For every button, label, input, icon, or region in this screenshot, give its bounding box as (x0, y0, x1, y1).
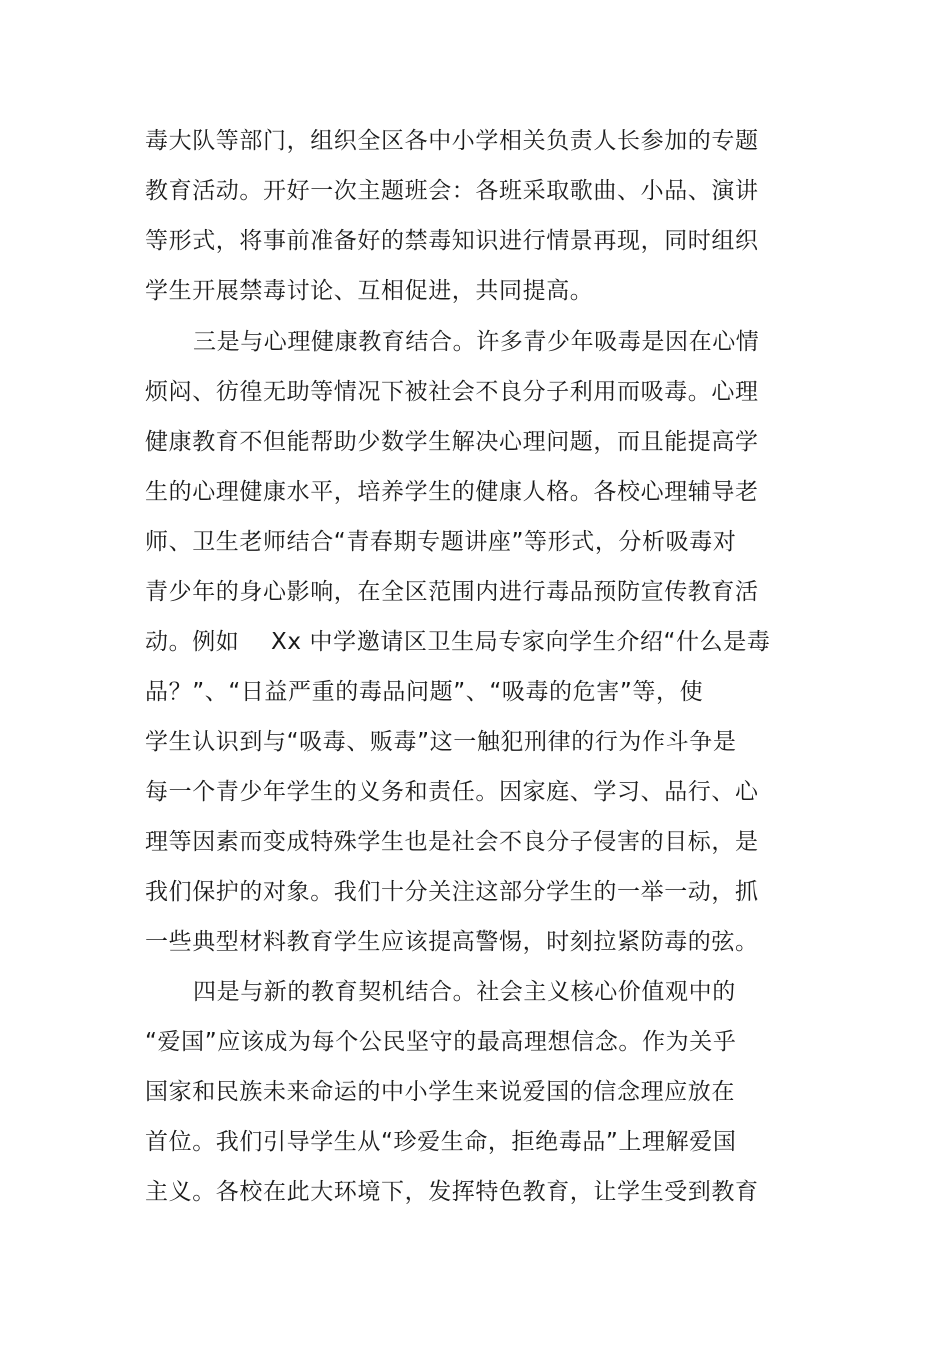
text-line: 品？”、“日益严重的毒品问题”、“吸毒的危害”等，使 (145, 679, 704, 705)
text-line: 师、卫生老师结合“青春期专题讲座”等形式，分析吸毒对 (145, 529, 737, 555)
text-line: 学生认识到与“吸毒、贩毒”这一触犯刑律的行为作斗争是 (145, 729, 737, 755)
text-line: 烦闷、彷徨无助等情况下被社会不良分子利用而吸毒。心理 (145, 379, 759, 405)
text-line: 每一个青少年学生的义务和责任。因家庭、学习、品行、心 (145, 779, 759, 805)
text-line: 毒大队等部门，组织全区各中小学相关负责人长参加的专题 (145, 128, 759, 154)
text-line: 首位。我们引导学生从“珍爱生命，拒绝毒品”上理解爱国 (145, 1129, 737, 1155)
text-line: “爱国”应该成为每个公民坚守的最高理想信念。作为关乎 (145, 1029, 737, 1055)
text-line: 理等因素而变成特殊学生也是社会不良分子侵害的目标，是 (145, 829, 759, 855)
text-line: 主义。各校在此大环境下，发挥特色教育，让学生受到教育 (145, 1179, 759, 1205)
text-line: 健康教育不但能帮助少数学生解决心理问题，而且能提高学 (145, 429, 759, 455)
text-line: 生的心理健康水平，培养学生的健康人格。各校心理辅导老 (145, 479, 759, 505)
text-line: 四是与新的教育契机结合。社会主义核心价值观中的 (193, 979, 736, 1005)
text-line: 动。例如 Xx 中学邀请区卫生局专家向学生介绍“什么是毒 (145, 629, 771, 655)
text-line: 三是与心理健康教育结合。许多青少年吸毒是因在心情 (193, 329, 760, 355)
text-line: 青少年的身心影响，在全区范围内进行毒品预防宣传教育活 (145, 579, 759, 605)
text-line: 等形式，将事前准备好的禁毒知识进行情景再现，同时组织 (145, 228, 759, 254)
text-line: 国家和民族未来命运的中小学生来说爱国的信念理应放在 (145, 1079, 735, 1105)
text-line: 学生开展禁毒讨论、互相促进，共同提高。 (145, 278, 594, 304)
text-line: 教育活动。开好一次主题班会：各班采取歌曲、小品、演讲 (145, 178, 759, 204)
text-line: 一些典型材料教育学生应该提高警惕，时刻拉紧防毒的弦。 (145, 929, 759, 955)
text-line: 我们保护的对象。我们十分关注这部分学生的一举一动，抓 (145, 879, 759, 905)
